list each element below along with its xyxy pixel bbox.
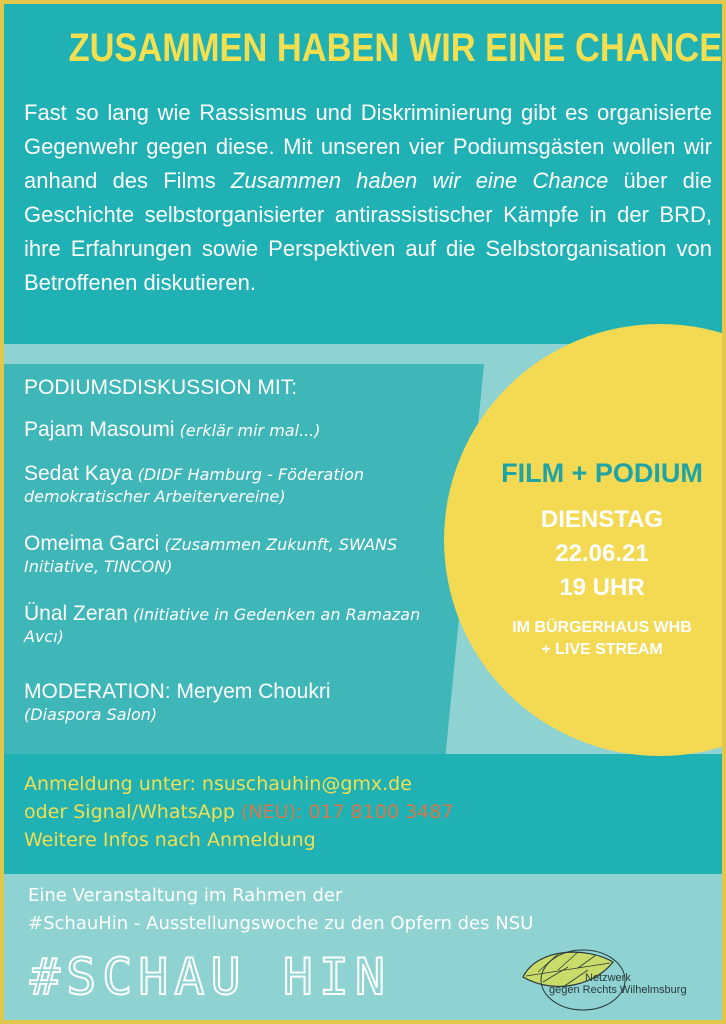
poster-title: ZUSAMMEN HABEN WIR EINE CHANCE — [68, 26, 723, 70]
speaker-name: Omeima Garci — [24, 532, 160, 555]
event-day: DIENSTAG — [540, 506, 664, 533]
registration-phone-prefix: oder Signal/WhatsApp — [24, 801, 241, 823]
event-venue: IM BÜRGERHAUS WHB — [512, 619, 692, 636]
footer-text — [28, 882, 708, 938]
speaker-2 — [24, 462, 444, 508]
event-date: 22.06.21 — [555, 540, 649, 567]
logo-line-2: gegen Rechts Wilhelmsburg — [549, 984, 687, 996]
film-title-text: Zusammen haben wir eine Chance — [230, 168, 609, 193]
event-stream: + LIVE STREAM — [541, 641, 663, 658]
moderation — [24, 680, 444, 726]
event-type: FILM + PODIUM — [501, 458, 703, 488]
panel-heading: PODIUMSDISKUSSION MIT: — [24, 376, 298, 399]
intro-text-part1: Fast so lang wie Rassismus und Diskriminierung gibt es organisierte Gegenwehr gegen diese. Mit unseren vier Podiumsgästen wollen wir anhand des Films — [24, 100, 712, 193]
speaker-4 — [24, 602, 444, 648]
registration-note: Weitere Infos nach Anmeldung — [24, 829, 316, 851]
speaker-role: (erklär mir mal...) — [174, 421, 321, 440]
registration-phone-line — [24, 798, 704, 826]
speaker-name: Sedat Kaya — [24, 462, 133, 485]
event-time: 19 UHR — [559, 574, 645, 601]
intro-text-part2: über die Geschichte selbstorganisierter antirassistischer Kämpfe in der BRD, ihre Erfahrungen sowie Perspektiven auf die Selbstorganisation von Betroffenen diskutieren. — [24, 168, 712, 295]
speaker-role: (Initiative in Gedenken an Ramazan Avcı) — [24, 605, 421, 646]
speaker-name: Ünal Zeran — [24, 602, 128, 625]
moderator-name: MODERATION: Meryem Choukri — [24, 680, 331, 703]
logo-line-1: Netzwerk — [585, 972, 631, 984]
registration-email-line: Anmeldung unter: nsuschauhin@gmx.de — [24, 773, 412, 795]
speaker-1 — [24, 418, 444, 442]
network-logo-text — [549, 972, 726, 996]
schauhin-hashtag: #SCHAU HIN — [30, 948, 392, 1006]
speaker-role: (Zusammen Zukunft, SWANS Initiative, TINCON) — [24, 535, 398, 576]
speaker-role: (DIDF Hamburg - Föderation demokratischer Arbeitervereine) — [24, 465, 364, 506]
footer-line-2: #SchauHin - Ausstellungswoche zu den Opfern des NSU — [28, 913, 534, 934]
intro-text — [24, 96, 712, 300]
footer-line-1: Eine Veranstaltung im Rahmen der — [28, 885, 343, 906]
speaker-name: Pajam Masoumi — [24, 418, 175, 441]
speaker-3 — [24, 532, 444, 578]
event-details — [474, 454, 726, 661]
registration-info — [24, 770, 704, 854]
registration-phone: (NEU): 017 8100 3487 — [240, 801, 454, 823]
moderator-role: (Diaspora Salon) — [24, 705, 158, 724]
